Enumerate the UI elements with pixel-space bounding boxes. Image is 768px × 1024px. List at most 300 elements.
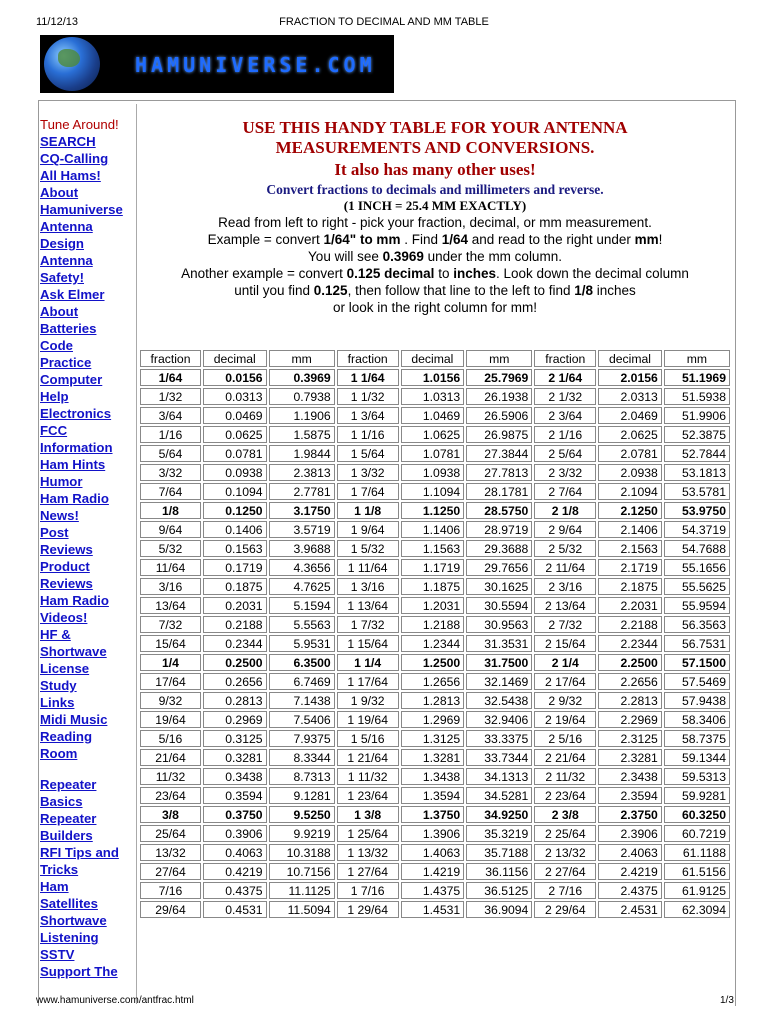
sidebar-link[interactable]: Electronics	[40, 406, 112, 421]
table-cell: 1.2344	[401, 635, 465, 652]
table-cell: 27/64	[140, 863, 201, 880]
table-cell: 0.2500	[203, 654, 267, 671]
sidebar-link[interactable]: Antenna	[40, 219, 93, 234]
table-cell: 1 13/64	[337, 597, 399, 614]
column-header: mm	[269, 350, 335, 367]
table-row	[140, 787, 730, 804]
table-cell: 0.4375	[203, 882, 267, 899]
table-cell: 2.0156	[598, 369, 662, 386]
table-cell: 2.2813	[598, 692, 662, 709]
main-content	[138, 104, 732, 316]
table-cell: 8.7313	[269, 768, 335, 785]
sidebar-link[interactable]: Basics	[40, 794, 83, 809]
table-cell: 34.5281	[466, 787, 532, 804]
table-cell: 27.7813	[466, 464, 532, 481]
sidebar-link[interactable]: Room	[40, 746, 78, 761]
sidebar-link[interactable]: SSTV	[40, 947, 75, 962]
table-row	[140, 882, 730, 899]
table-cell: 1/8	[140, 502, 201, 519]
table-cell: 2 7/16	[534, 882, 596, 899]
table-cell: 60.7219	[664, 825, 730, 842]
table-cell: 2.2188	[598, 616, 662, 633]
table-cell: 1.4375	[401, 882, 465, 899]
table-row	[140, 901, 730, 918]
table-cell: 28.9719	[466, 521, 532, 538]
column-header: fraction	[140, 350, 201, 367]
sidebar-link[interactable]: Repeater	[40, 811, 97, 826]
table-cell: 1 1/32	[337, 388, 399, 405]
sidebar-link[interactable]: Shortwave	[40, 644, 107, 659]
sidebar-link[interactable]: Tricks	[40, 862, 79, 877]
sidebar-link[interactable]: Ham Radio	[40, 593, 109, 608]
sidebar-tagline: Tune Around!	[40, 117, 119, 132]
globe-icon	[44, 37, 100, 91]
table-cell: 11.5094	[269, 901, 335, 918]
sidebar-link[interactable]: RFI Tips and	[40, 845, 119, 860]
table-cell: 1 9/64	[337, 521, 399, 538]
table-cell: 1.3906	[401, 825, 465, 842]
table-row	[140, 768, 730, 785]
table-cell: 3/32	[140, 464, 201, 481]
table-cell: 62.3094	[664, 901, 730, 918]
table-cell: 1 25/64	[337, 825, 399, 842]
table-cell: 7.1438	[269, 692, 335, 709]
table-cell: 55.5625	[664, 578, 730, 595]
table-cell: 1/4	[140, 654, 201, 671]
table-cell: 2.1406	[598, 521, 662, 538]
table-cell: 0.3438	[203, 768, 267, 785]
table-cell: 56.7531	[664, 635, 730, 652]
table-row	[140, 540, 730, 557]
sidebar-link[interactable]: Product	[40, 559, 90, 574]
table-cell: 0.3125	[203, 730, 267, 747]
table-cell: 2 5/16	[534, 730, 596, 747]
site-banner[interactable]	[40, 35, 394, 93]
table-cell: 2.2500	[598, 654, 662, 671]
table-cell: 2 13/32	[534, 844, 596, 861]
table-cell: 1.0625	[401, 426, 465, 443]
table-cell: 9.1281	[269, 787, 335, 804]
table-cell: 0.1250	[203, 502, 267, 519]
sidebar-link[interactable]: Practice	[40, 355, 92, 370]
sidebar-link[interactable]: Ham	[40, 879, 69, 894]
description: Convert fractions to decimals and millimeters and reverse.	[266, 182, 604, 197]
table-cell: 2 1/16	[534, 426, 596, 443]
sidebar-link[interactable]: Ham Radio	[40, 491, 109, 506]
table-cell: 2 19/64	[534, 711, 596, 728]
table-cell: 2.1563	[598, 540, 662, 557]
table-cell: 3/16	[140, 578, 201, 595]
table-cell: 9/64	[140, 521, 201, 538]
table-cell: 61.9125	[664, 882, 730, 899]
table-cell: 1 17/64	[337, 673, 399, 690]
table-cell: 21/64	[140, 749, 201, 766]
sidebar-link[interactable]: About	[40, 185, 79, 200]
sidebar-link[interactable]: Repeater	[40, 777, 97, 792]
table-cell: 60.3250	[664, 806, 730, 823]
table-cell: 32.1469	[466, 673, 532, 690]
table-cell: 7.9375	[269, 730, 335, 747]
table-cell: 2 9/32	[534, 692, 596, 709]
table-cell: 0.3594	[203, 787, 267, 804]
table-cell: 2.3281	[598, 749, 662, 766]
table-cell: 3.1750	[269, 502, 335, 519]
table-cell: 5/16	[140, 730, 201, 747]
table-row	[140, 426, 730, 443]
table-row	[140, 464, 730, 481]
table-cell: 1 7/64	[337, 483, 399, 500]
table-cell: 1.4531	[401, 901, 465, 918]
table-cell: 13/64	[140, 597, 201, 614]
sidebar-link[interactable]: License	[40, 661, 90, 676]
table-cell: 1.0781	[401, 445, 465, 462]
sidebar-link[interactable]: Reviews	[40, 542, 93, 557]
table-row	[140, 673, 730, 690]
table-cell: 33.3375	[466, 730, 532, 747]
table-cell: 2 3/32	[534, 464, 596, 481]
table-row	[140, 597, 730, 614]
table-cell: 1 5/32	[337, 540, 399, 557]
table-cell: 23/64	[140, 787, 201, 804]
table-cell: 0.0625	[203, 426, 267, 443]
sidebar-link[interactable]: Help	[40, 389, 69, 404]
sidebar-link[interactable]: Reviews	[40, 576, 93, 591]
sidebar-link[interactable]: About	[40, 304, 79, 319]
table-cell: 2.2344	[598, 635, 662, 652]
table-cell: 19/64	[140, 711, 201, 728]
table-cell: 1 13/32	[337, 844, 399, 861]
table-cell: 61.1188	[664, 844, 730, 861]
sidebar-link[interactable]: Safety!	[40, 270, 84, 285]
sidebar-link[interactable]: Ham Hints	[40, 457, 106, 472]
table-cell: 1.0156	[401, 369, 465, 386]
table-cell: 1.3594	[401, 787, 465, 804]
table-cell: 6.7469	[269, 673, 335, 690]
table-cell: 28.1781	[466, 483, 532, 500]
table-cell: 0.3906	[203, 825, 267, 842]
sidebar-link[interactable]: Ask Elmer	[40, 287, 105, 302]
sidebar-link[interactable]: Batteries	[40, 321, 97, 336]
column-header: decimal	[598, 350, 662, 367]
table-cell: 7/16	[140, 882, 201, 899]
table-cell: 1.3125	[401, 730, 465, 747]
table-cell: 30.5594	[466, 597, 532, 614]
table-cell: 30.9563	[466, 616, 532, 633]
table-cell: 2 21/64	[534, 749, 596, 766]
table-cell: 1/64	[140, 369, 201, 386]
table-cell: 51.1969	[664, 369, 730, 386]
table-row	[140, 863, 730, 880]
column-header: decimal	[401, 350, 465, 367]
table-cell: 1 19/64	[337, 711, 399, 728]
table-cell: 1 1/16	[337, 426, 399, 443]
table-row	[140, 388, 730, 405]
table-cell: 1.1406	[401, 521, 465, 538]
sidebar-link[interactable]: All Hams!	[40, 168, 101, 183]
sidebar-link[interactable]: SEARCH	[40, 134, 96, 149]
table-cell: 2 1/64	[534, 369, 596, 386]
table-cell: 2.1875	[598, 578, 662, 595]
sidebar-link[interactable]: Shortwave	[40, 913, 107, 928]
table-cell: 1 3/16	[337, 578, 399, 595]
table-cell: 1 11/32	[337, 768, 399, 785]
subheading: It also has many other uses!	[334, 160, 536, 179]
sidebar-link[interactable]: Code	[40, 338, 73, 353]
sidebar-link[interactable]: Listening	[40, 930, 99, 945]
table-cell: 0.0469	[203, 407, 267, 424]
table-cell: 1 7/16	[337, 882, 399, 899]
table-cell: 54.7688	[664, 540, 730, 557]
table-cell: 59.1344	[664, 749, 730, 766]
sidebar-link[interactable]: Hamuniverse	[40, 202, 123, 217]
table-cell: 1 1/8	[337, 502, 399, 519]
table-cell: 2 1/4	[534, 654, 596, 671]
table-cell: 57.1500	[664, 654, 730, 671]
table-cell: 29.3688	[466, 540, 532, 557]
table-cell: 1 1/64	[337, 369, 399, 386]
table-cell: 2.3813	[269, 464, 335, 481]
table-row	[140, 730, 730, 747]
sidebar-link[interactable]: Post	[40, 525, 69, 540]
table-cell: 36.1156	[466, 863, 532, 880]
sidebar-link[interactable]: Satellites	[40, 896, 98, 911]
table-cell: 0.2813	[203, 692, 267, 709]
table-cell: 2.2656	[598, 673, 662, 690]
table-cell: 32.9406	[466, 711, 532, 728]
table-cell: 29.7656	[466, 559, 532, 576]
inch-conversion-note: (1 INCH = 25.4 MM EXACTLY)	[343, 198, 527, 213]
table-row	[140, 616, 730, 633]
table-cell: 1.1875	[401, 578, 465, 595]
sidebar-link[interactable]: Design	[40, 236, 84, 251]
table-cell: 11/32	[140, 768, 201, 785]
table-cell: 2.4531	[598, 901, 662, 918]
site-logo: HAMUNIVERSE.COM	[135, 53, 376, 77]
table-cell: 25/64	[140, 825, 201, 842]
table-cell: 35.3219	[466, 825, 532, 842]
table-cell: 59.5313	[664, 768, 730, 785]
print-header	[0, 14, 768, 30]
sidebar-nav	[40, 104, 137, 1004]
sidebar-link[interactable]: Reading	[40, 729, 93, 744]
table-cell: 2 7/64	[534, 483, 596, 500]
table-cell: 0.3969	[269, 369, 335, 386]
table-cell: 1 21/64	[337, 749, 399, 766]
sidebar-link[interactable]: Computer	[40, 372, 103, 387]
table-cell: 2.3906	[598, 825, 662, 842]
table-cell: 2 11/32	[534, 768, 596, 785]
table-cell: 1.2813	[401, 692, 465, 709]
table-cell: 0.7938	[269, 388, 335, 405]
table-cell: 1 5/64	[337, 445, 399, 462]
table-cell: 2 25/64	[534, 825, 596, 842]
sidebar-link[interactable]: Links	[40, 695, 75, 710]
table-cell: 2.1250	[598, 502, 662, 519]
table-cell: 58.7375	[664, 730, 730, 747]
table-cell: 2.0938	[598, 464, 662, 481]
sidebar-link[interactable]: News!	[40, 508, 79, 523]
table-cell: 1.3281	[401, 749, 465, 766]
table-cell: 36.5125	[466, 882, 532, 899]
table-cell: 5/32	[140, 540, 201, 557]
sidebar-link[interactable]: Humor	[40, 474, 83, 489]
table-cell: 10.3188	[269, 844, 335, 861]
table-cell: 27.3844	[466, 445, 532, 462]
table-cell: 2 3/64	[534, 407, 596, 424]
sidebar-link[interactable]: Information	[40, 440, 113, 455]
sidebar-link[interactable]: Study	[40, 678, 77, 693]
table-cell: 3.5719	[269, 521, 335, 538]
table-cell: 0.1875	[203, 578, 267, 595]
table-cell: 2.3750	[598, 806, 662, 823]
table-cell: 1 5/16	[337, 730, 399, 747]
table-cell: 1 3/32	[337, 464, 399, 481]
table-cell: 2.4375	[598, 882, 662, 899]
table-row	[140, 483, 730, 500]
sidebar-link[interactable]: Midi Music	[40, 712, 108, 727]
table-cell: 1.2656	[401, 673, 465, 690]
table-cell: 2.0313	[598, 388, 662, 405]
table-cell: 2 1/8	[534, 502, 596, 519]
sidebar-links-top	[40, 133, 136, 762]
table-cell: 1 3/64	[337, 407, 399, 424]
table-cell: 17/64	[140, 673, 201, 690]
table-cell: 2 7/32	[534, 616, 596, 633]
table-cell: 1.2969	[401, 711, 465, 728]
table-cell: 3/8	[140, 806, 201, 823]
table-cell: 10.7156	[269, 863, 335, 880]
table-cell: 2.0469	[598, 407, 662, 424]
table-cell: 33.7344	[466, 749, 532, 766]
table-cell: 2.3438	[598, 768, 662, 785]
column-header: fraction	[534, 350, 596, 367]
sidebar-link[interactable]: Support The	[40, 964, 118, 979]
table-cell: 4.7625	[269, 578, 335, 595]
table-cell: 1.0313	[401, 388, 465, 405]
table-cell: 26.5906	[466, 407, 532, 424]
table-cell: 26.9875	[466, 426, 532, 443]
table-cell: 4.3656	[269, 559, 335, 576]
table-cell: 5.9531	[269, 635, 335, 652]
table-cell: 1.1563	[401, 540, 465, 557]
table-cell: 7.5406	[269, 711, 335, 728]
table-cell: 0.2031	[203, 597, 267, 614]
table-cell: 2 5/64	[534, 445, 596, 462]
table-cell: 2.0781	[598, 445, 662, 462]
table-header-row	[140, 350, 730, 367]
sidebar-link[interactable]: Antenna	[40, 253, 93, 268]
table-cell: 2.4063	[598, 844, 662, 861]
sidebar-link[interactable]: HF &	[40, 627, 71, 642]
table-row	[140, 559, 730, 576]
table-cell: 2 23/64	[534, 787, 596, 804]
table-row	[140, 502, 730, 519]
table-row	[140, 407, 730, 424]
table-cell: 31.7500	[466, 654, 532, 671]
table-cell: 0.2344	[203, 635, 267, 652]
table-cell: 1 3/8	[337, 806, 399, 823]
table-cell: 1 11/64	[337, 559, 399, 576]
column-header: decimal	[203, 350, 267, 367]
page-url: www.hamuniverse.com/antfrac.html	[36, 995, 194, 1006]
table-cell: 2 1/32	[534, 388, 596, 405]
table-cell: 1/16	[140, 426, 201, 443]
table-cell: 5.1594	[269, 597, 335, 614]
table-cell: 0.2969	[203, 711, 267, 728]
table-row	[140, 806, 730, 823]
table-cell: 2 5/32	[534, 540, 596, 557]
table-cell: 36.9094	[466, 901, 532, 918]
table-cell: 2.3125	[598, 730, 662, 747]
print-date: 11/12/13	[36, 16, 79, 28]
table-cell: 0.4219	[203, 863, 267, 880]
table-cell: 2 17/64	[534, 673, 596, 690]
sidebar-link[interactable]: FCC	[40, 423, 68, 438]
table-cell: 2.2031	[598, 597, 662, 614]
table-cell: 9.9219	[269, 825, 335, 842]
table-cell: 1 23/64	[337, 787, 399, 804]
sidebar-link[interactable]: CQ-Calling	[40, 151, 109, 166]
table-cell: 31.3531	[466, 635, 532, 652]
table-cell: 13/32	[140, 844, 201, 861]
table-cell: 57.5469	[664, 673, 730, 690]
table-row	[140, 369, 730, 386]
table-row	[140, 844, 730, 861]
table-cell: 2.1719	[598, 559, 662, 576]
page-heading: USE THIS HANDY TABLE FOR YOUR ANTENNA MEASUREMENTS AND CONVERSIONS.	[242, 118, 628, 157]
table-cell: 0.0781	[203, 445, 267, 462]
column-header: mm	[466, 350, 532, 367]
table-cell: 61.5156	[664, 863, 730, 880]
table-cell: 0.2656	[203, 673, 267, 690]
table-cell: 1.1906	[269, 407, 335, 424]
table-row	[140, 445, 730, 462]
table-cell: 2 15/64	[534, 635, 596, 652]
table-cell: 3.9688	[269, 540, 335, 557]
table-cell: 34.1313	[466, 768, 532, 785]
table-row	[140, 692, 730, 709]
table-cell: 2.0625	[598, 426, 662, 443]
table-cell: 0.1563	[203, 540, 267, 557]
table-cell: 1 1/4	[337, 654, 399, 671]
table-cell: 9/32	[140, 692, 201, 709]
table-cell: 34.9250	[466, 806, 532, 823]
table-cell: 26.1938	[466, 388, 532, 405]
table-cell: 30.1625	[466, 578, 532, 595]
table-cell: 53.1813	[664, 464, 730, 481]
table-cell: 11/64	[140, 559, 201, 576]
table-cell: 55.1656	[664, 559, 730, 576]
table-cell: 0.0156	[203, 369, 267, 386]
sidebar-link[interactable]: Videos!	[40, 610, 88, 625]
table-cell: 0.3750	[203, 806, 267, 823]
conversion-table	[138, 348, 732, 920]
table-cell: 5.5563	[269, 616, 335, 633]
table-cell: 0.1094	[203, 483, 267, 500]
table-cell: 52.7844	[664, 445, 730, 462]
table-cell: 1 7/32	[337, 616, 399, 633]
table-cell: 1/32	[140, 388, 201, 405]
sidebar-link[interactable]: Builders	[40, 828, 93, 843]
table-cell: 2 29/64	[534, 901, 596, 918]
table-cell: 6.3500	[269, 654, 335, 671]
table-cell: 1.1094	[401, 483, 465, 500]
table-cell: 0.1719	[203, 559, 267, 576]
table-row	[140, 521, 730, 538]
table-row	[140, 635, 730, 652]
table-cell: 59.9281	[664, 787, 730, 804]
table-cell: 57.9438	[664, 692, 730, 709]
